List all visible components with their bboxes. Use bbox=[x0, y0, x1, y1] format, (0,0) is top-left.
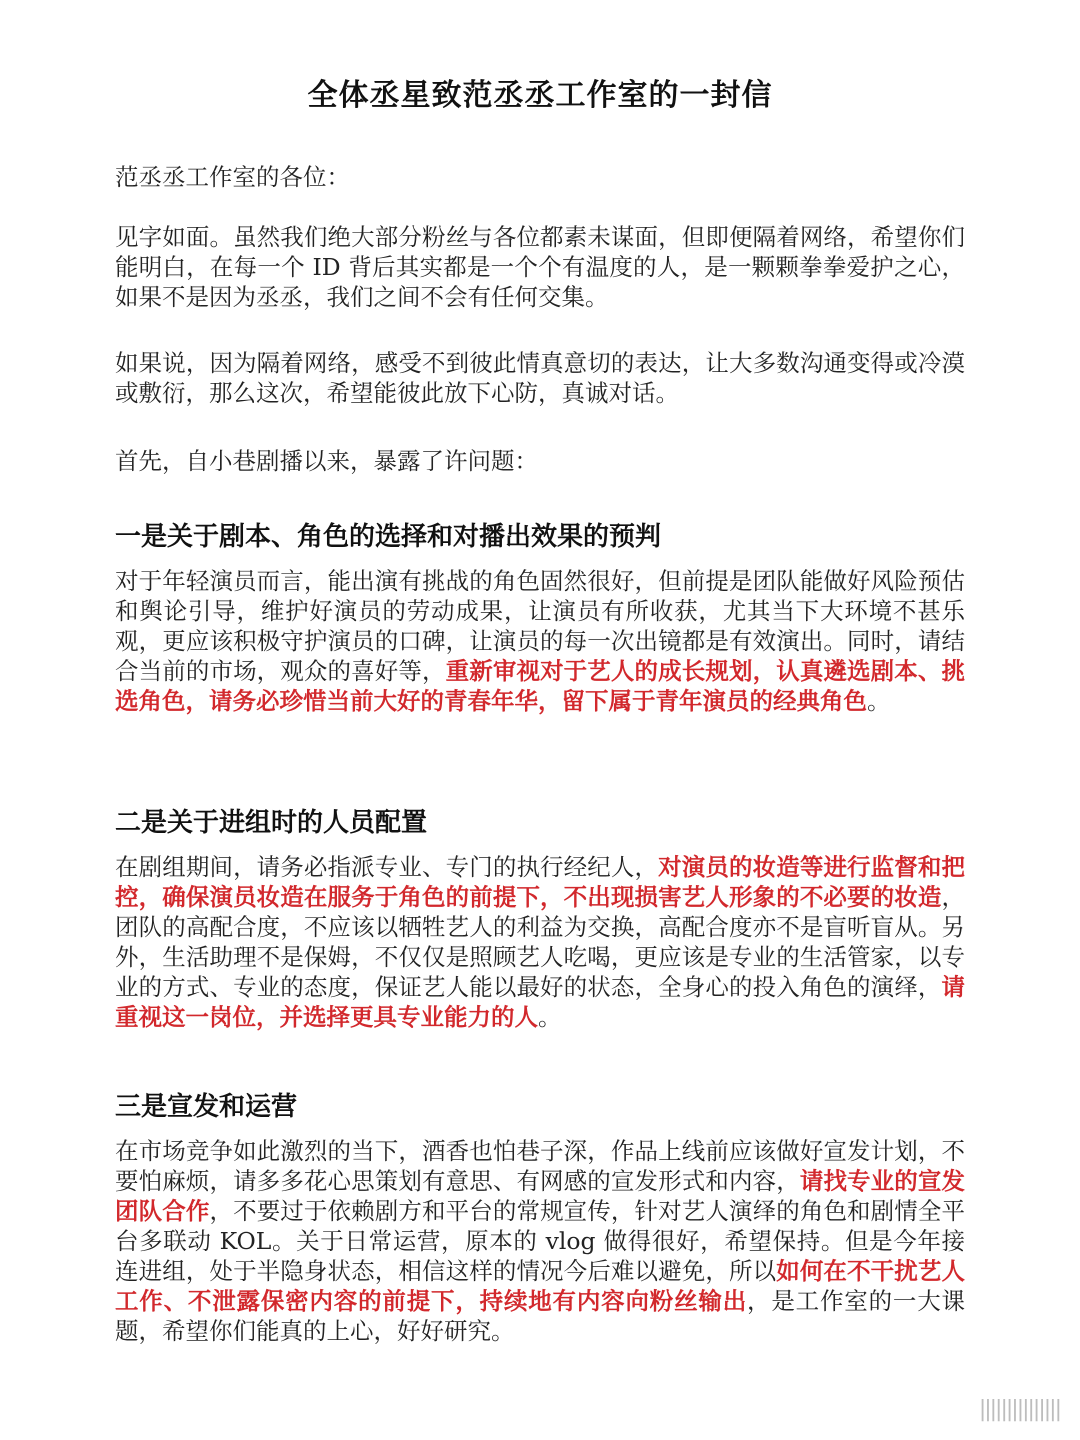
intro-paragraph-2: 如果说，因为隔着网络，感受不到彼此情真意切的表达，让大多数沟通变得或冷漠或敷衍，那么这次，希望能彼此放下心防，真诚对话。 bbox=[115, 349, 965, 407]
section-3-highlight-1: 请找专业的宣发团队合作 bbox=[115, 1167, 966, 1225]
section-2-highlight-1: 对演员的妆造等进行监督和把控，确保演员妆造在服务于角色的前提下，不出现损害艺人形象的不必要的妆造 bbox=[115, 853, 966, 911]
section-1-heading: 一是关于剧本、角色的选择和对播出效果的预判 bbox=[115, 522, 662, 552]
section-3-text-mid: ，不要过于依赖剧方和平台的常规宣传，针对艺人演绎的角色和剧情全平台多联动 KOL。关于日常运营，原本的 vlog 做得很好，希望保持。但是今年接连进组，处于半隐身状态，相信这样的情况今后难以避免，所以 bbox=[115, 1197, 966, 1285]
section-3-heading: 三是宣发和运营 bbox=[115, 1092, 298, 1122]
section-2-highlight-2: 请重视这一岗位，并选择更具专业能力的人 bbox=[115, 973, 965, 1031]
watermark-marks: ||||||||||||||| bbox=[978, 1397, 1060, 1422]
section-3-body bbox=[115, 1136, 965, 1346]
section-2-text: 在剧组期间，请务必指派专业、专门的执行经纪人， bbox=[115, 853, 659, 881]
section-2-body bbox=[115, 852, 965, 1032]
section-3-highlight-2: 如何在不干扰艺人工作、不泄露保密内容的前提下，持续地有内容向粉丝输出 bbox=[115, 1257, 966, 1315]
section-3-text: 在市场竞争如此激烈的当下，酒香也怕巷子深，作品上线前应该做好宣发计划，不要怕麻烦，请多多花心思策划有意思、有网感的宣发形式和内容， bbox=[115, 1137, 965, 1195]
section-2-heading: 二是关于进组时的人员配置 bbox=[115, 808, 428, 838]
section-1-text-end: 。 bbox=[867, 687, 891, 715]
section-1-body bbox=[115, 566, 965, 716]
section-2-text-end: 。 bbox=[538, 1003, 562, 1031]
greeting: 范丞丞工作室的各位： bbox=[115, 163, 350, 191]
intro-paragraph-3: 首先，自小巷剧播以来，暴露了许问题： bbox=[115, 447, 538, 475]
letter-title: 全体丞星致范丞丞工作室的一封信 bbox=[307, 78, 773, 113]
section-1-highlight: 重新审视对于艺人的成长规划，认真遴选剧本、挑选角色，请务必珍惜当前大好的青春年华，留下属于青年演员的经典角色 bbox=[115, 657, 966, 715]
section-1-text: 对于年轻演员而言，能出演有挑战的角色固然很好，但前提是团队能做好风险预估和舆论引导，维护好演员的劳动成果，让演员有所收获，尤其当下大环境不甚乐观，更应该积极守护演员的口碑，让演员的每一次出镜都是有效演出。同时，请结合当前的市场，观众的喜好等， bbox=[115, 567, 965, 685]
section-2-text-mid: ，团队的高配合度，不应该以牺牲艺人的利益为交换，高配合度亦不是盲听盲从。另外，生活助理不是保姆，不仅仅是照顾艺人吃喝，更应该是专业的生活管家，以专业的方式、专业的态度，保证艺人能以最好的状态，全身心的投入角色的演绎， bbox=[115, 883, 965, 1001]
section-3-text-end: ，是工作室的一大课题，希望你们能真的上心，好好研究。 bbox=[115, 1287, 966, 1345]
intro-paragraph-1: 见字如面。虽然我们绝大部分粉丝与各位都素未谋面，但即便隔着网络，希望你们能明白，在每一个 ID 背后其实都是一个个有温度的人，是一颗颗拳拳爱护之心，如果不是因为丞丞，我们之间不会有任何交集。 bbox=[115, 223, 965, 311]
